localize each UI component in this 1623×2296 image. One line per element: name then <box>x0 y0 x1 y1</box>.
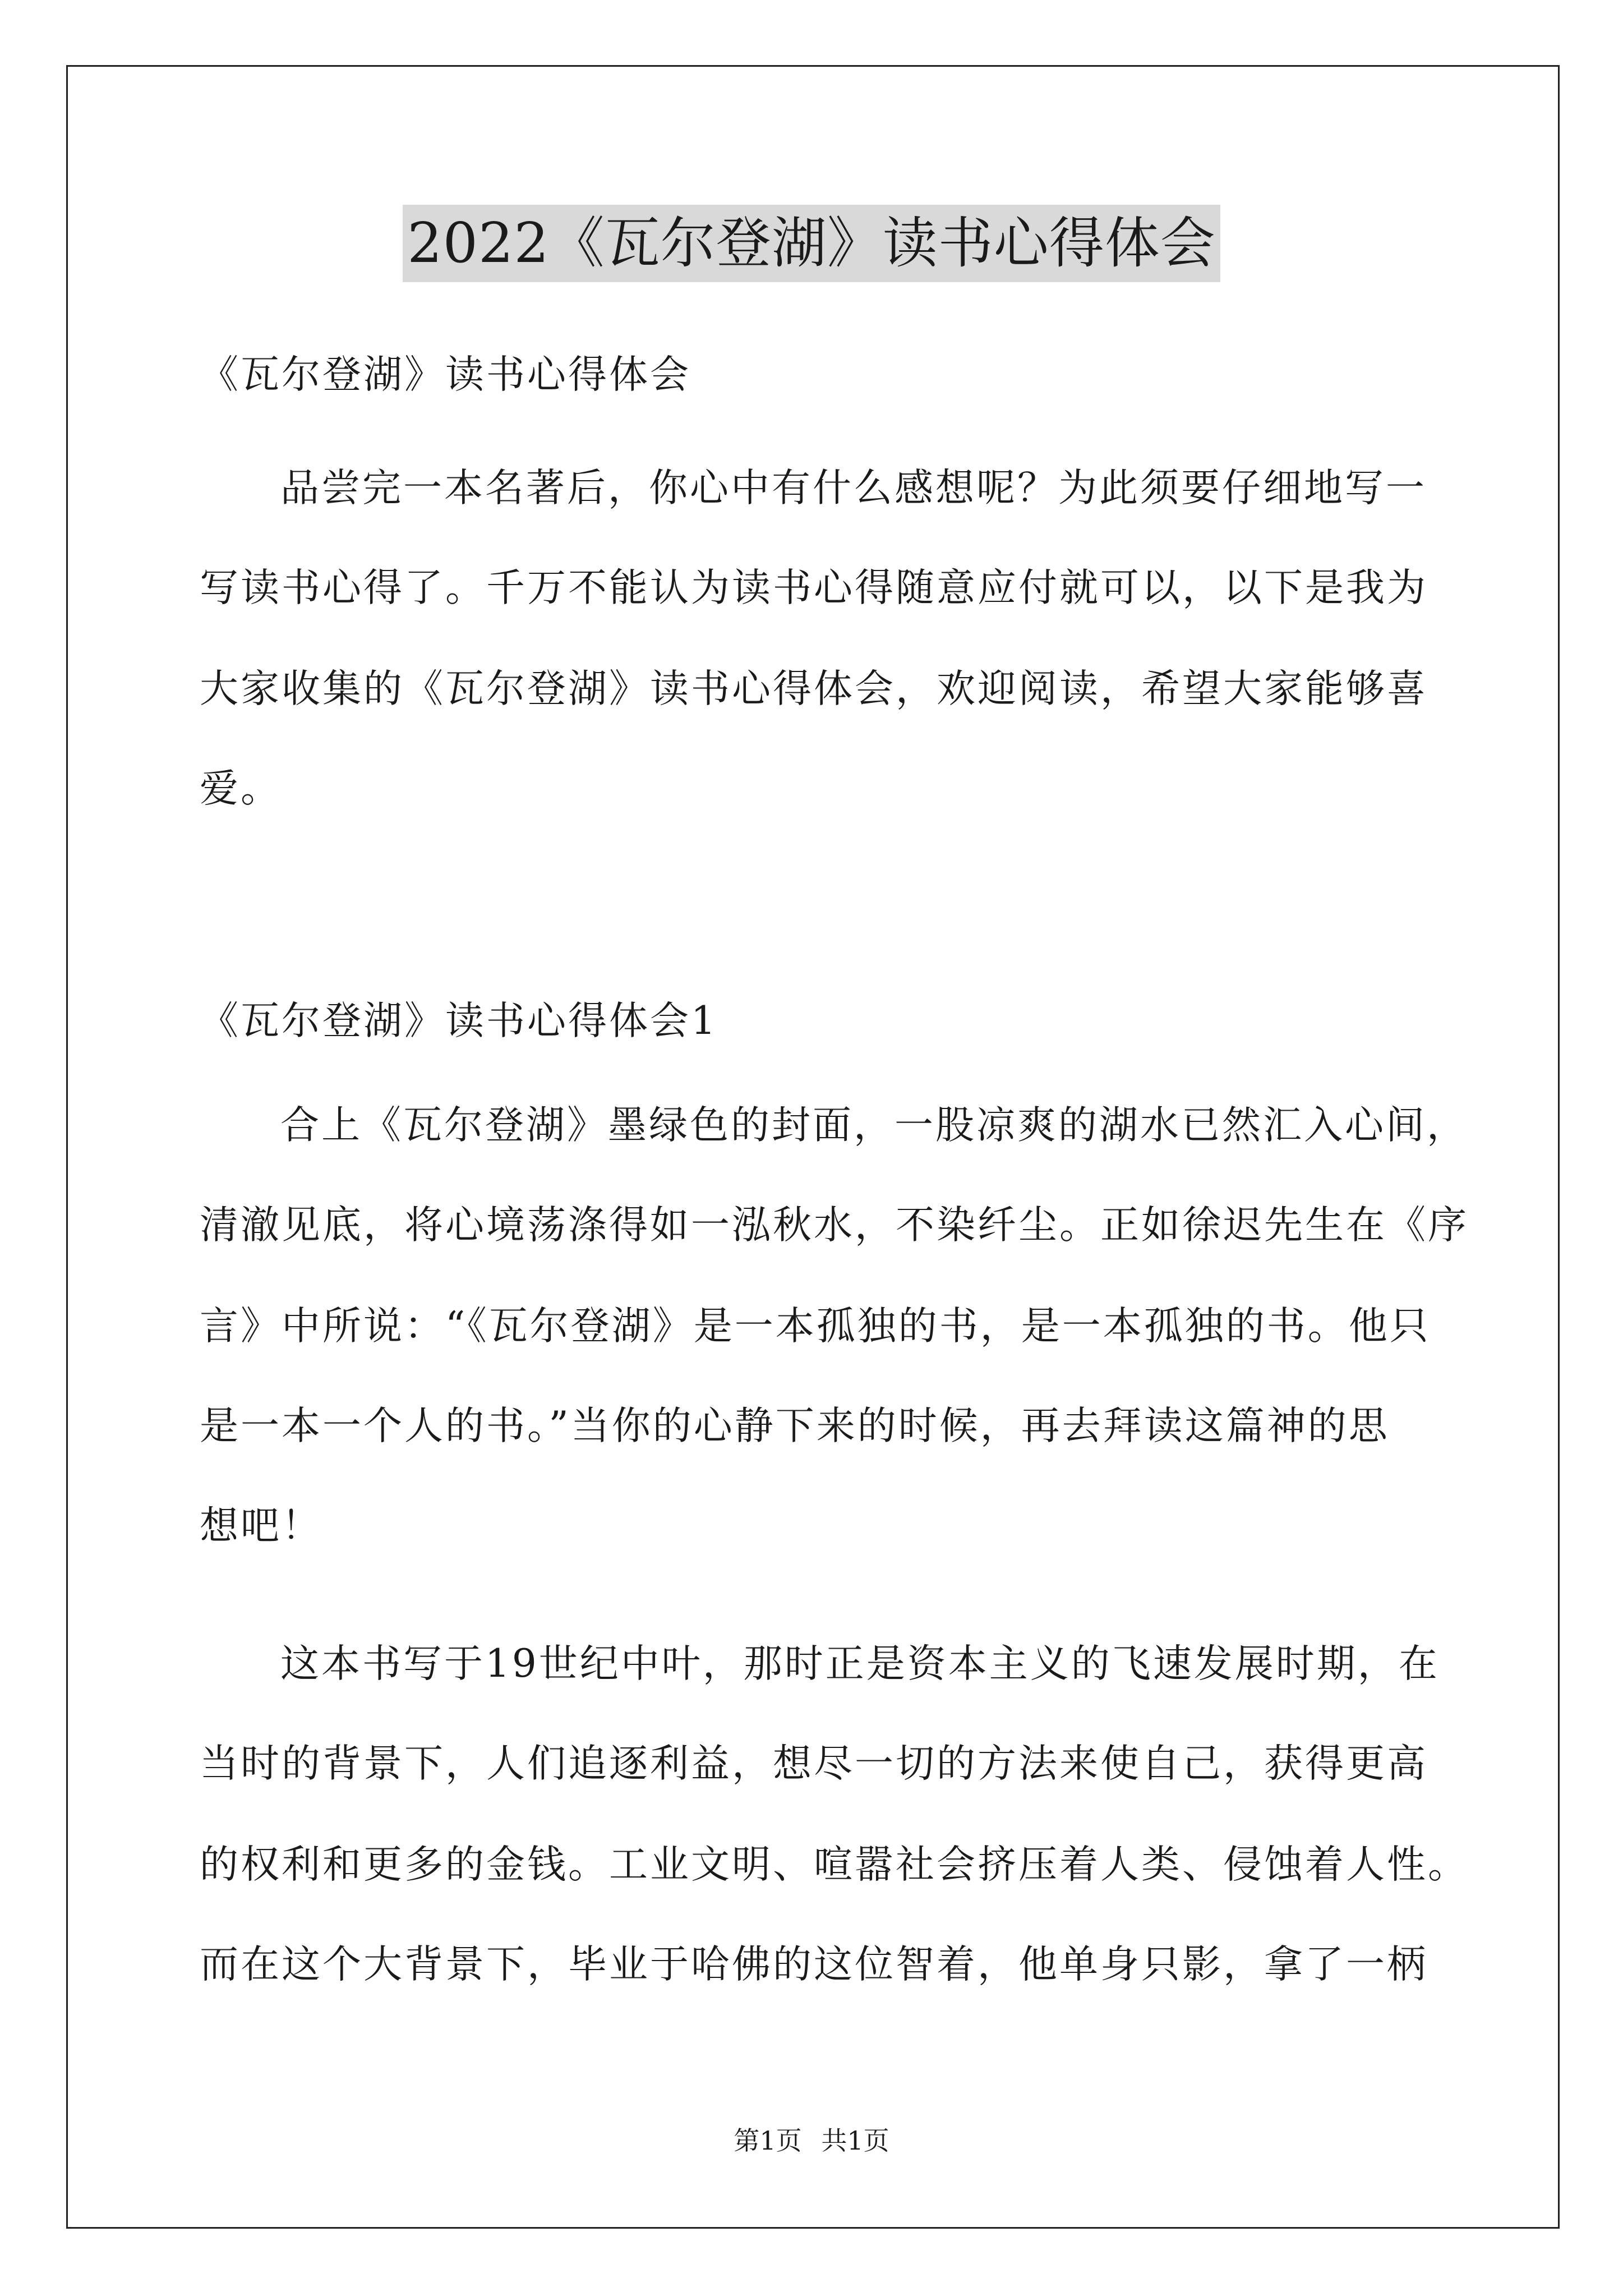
paragraph-line: 爱。 <box>200 766 282 811</box>
page-footer <box>0 2124 1623 2157</box>
document-title: 2022《瓦尔登湖》读书心得体会 <box>403 205 1220 282</box>
section-heading: 《瓦尔登湖》读书心得体会1 <box>200 999 718 1043</box>
paragraph-line: 的权利和更多的金钱。工业文明、喧嚣社会挤压着人类、侵蚀着人性。 <box>200 1842 1469 1887</box>
title-wrap <box>0 205 1623 282</box>
paragraph-line: 合上《瓦尔登湖》墨绿色的封面，一股凉爽的湖水已然汇入心间， <box>280 1103 1468 1148</box>
page-number: 第1页 <box>734 2125 802 2156</box>
intro-heading: 《瓦尔登湖》读书心得体会 <box>200 352 691 397</box>
paragraph-line: 而在这个大背景下，毕业于哈佛的这位智着，他单身只影，拿了一柄 <box>200 1942 1428 1987</box>
paragraph-line: 想吧！ <box>200 1503 322 1548</box>
paragraph-line: 这本书写于19世纪中叶，那时正是资本主义的飞速发展时期，在 <box>280 1641 1440 1686</box>
paragraph-line: 写读书心得了。千万不能认为读书心得随意应付就可以，以下是我为 <box>200 565 1428 610</box>
paragraph-line: 言》中所说：“《瓦尔登湖》是一本孤独的书，是一本孤独的书。他只 <box>200 1304 1431 1349</box>
paragraph-line: 品尝完一本名著后，你心中有什么感想呢？为此须要仔细地写一 <box>280 466 1427 510</box>
paragraph-line: 大家收集的《瓦尔登湖》读书心得体会，欢迎阅读，希望大家能够喜 <box>200 666 1428 711</box>
paragraph-line: 清澈见底，将心境荡涤得如一泓秋水，不染纤尘。正如徐迟先生在《序 <box>200 1203 1469 1248</box>
paragraph-line: 是一本一个人的书。”当你的心静下来的时候，再去拜读这篇神的思 <box>200 1404 1390 1448</box>
paragraph-line: 当时的背景下，人们追逐利益，想尽一切的方法来使自己，获得更高 <box>200 1741 1428 1786</box>
page-total: 共1页 <box>821 2125 889 2156</box>
